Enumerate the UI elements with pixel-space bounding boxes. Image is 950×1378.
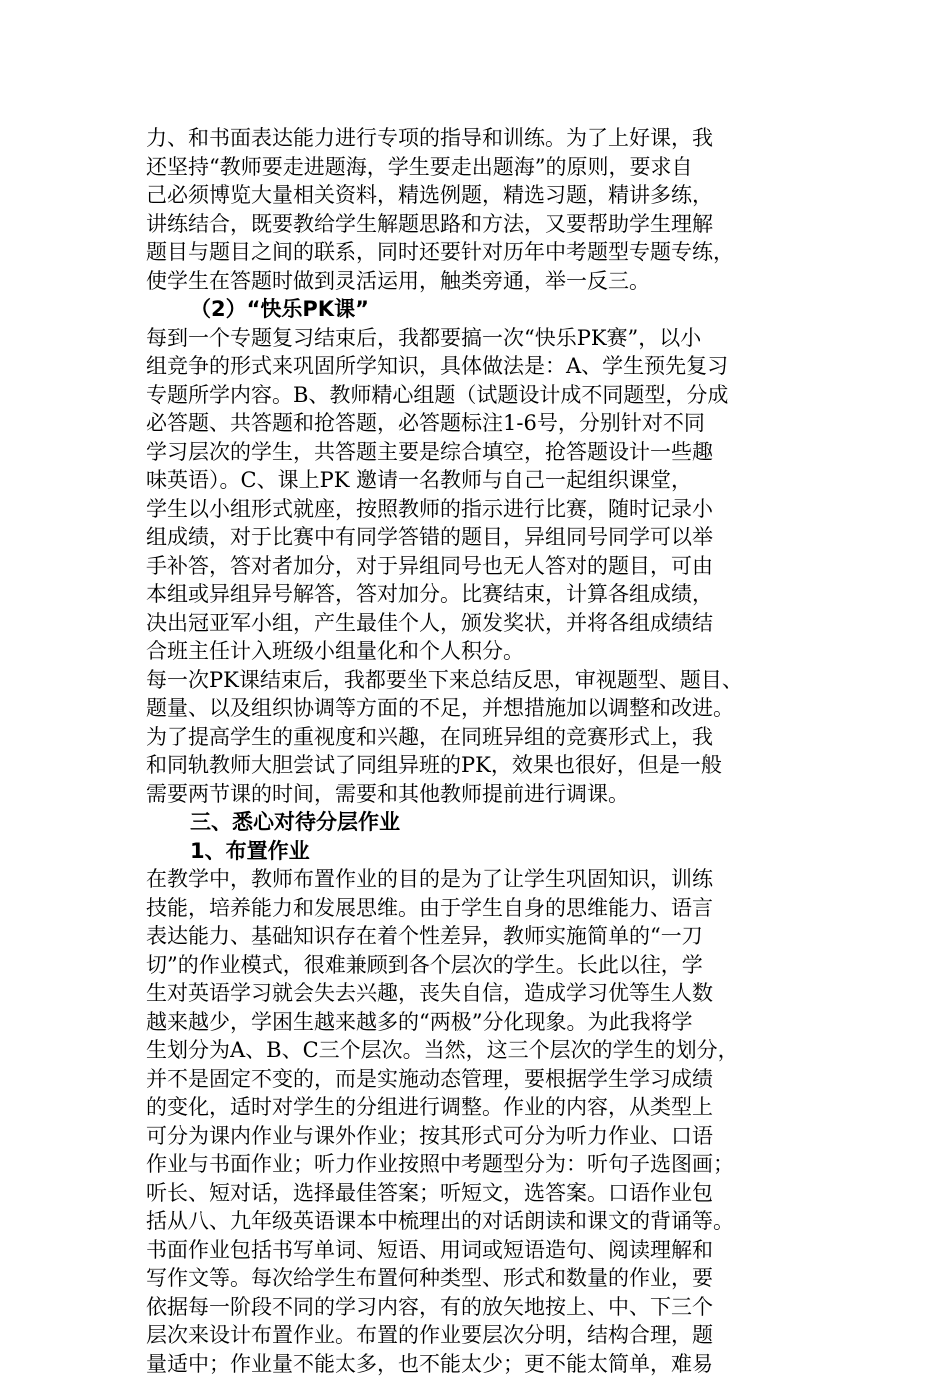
text-line: 括从八、九年级英语课本中梳理出的对话朗读和课文的背诵等。 — [146, 1207, 826, 1236]
subsection-heading-assign-homework: 1、布置作业 — [146, 837, 826, 866]
text-line: 还坚持“教师要走进题海，学生要走出题海”的原则，要求自 — [146, 153, 826, 182]
text-line: 需要两节课的时间，需要和其他教师提前进行调课。 — [146, 780, 826, 809]
text-line: 表达能力、基础知识存在着个性差异，教师实施简单的“一刀 — [146, 922, 826, 951]
text-line: 的变化，适时对学生的分组进行调整。作业的内容，从类型上 — [146, 1093, 826, 1122]
text-line: 讲练结合，既要教给学生解题思路和方法，又要帮助学生理解 — [146, 210, 826, 239]
text-line: 必答题、共答题和抢答题，必答题标注1-6号，分别针对不同 — [146, 409, 826, 438]
text-line: 写作文等。每次给学生布置何种类型、形式和数量的作业，要 — [146, 1264, 826, 1293]
text-line: 组成绩，对于比赛中有同学答错的题目，异组同号同学可以举 — [146, 523, 826, 552]
text-line: 组竞争的形式来巩固所学知识，具体做法是：A、学生预先复习 — [146, 352, 826, 381]
text-line: 听长、短对话，选择最佳答案；听短文，选答案。口语作业包 — [146, 1179, 826, 1208]
text-line: 和同轨教师大胆尝试了同组异班的PK，效果也很好，但是一般 — [146, 751, 826, 780]
text-line: 使学生在答题时做到灵活运用，触类旁通，举一反三。 — [146, 267, 826, 296]
text-line: 题量、以及组织协调等方面的不足，并想措施加以调整和改进。 — [146, 694, 826, 723]
section-heading-layered-homework: 三、悉心对待分层作业 — [146, 808, 826, 837]
text-line: 可分为课内作业与课外作业；按其形式可分为听力作业、口语 — [146, 1122, 826, 1151]
text-line: 学生以小组形式就座，按照教师的指示进行比赛，随时记录小 — [146, 495, 826, 524]
text-line: 本组或异组异号解答，答对加分。比赛结束，计算各组成绩， — [146, 580, 826, 609]
text-line: 为了提高学生的重视度和兴趣，在同班异组的竞赛形式上，我 — [146, 723, 826, 752]
section-heading-happy-pk: （2）“快乐PK课” — [146, 295, 826, 324]
text-line: 每到一个专题复习结束后，我都要搞一次“快乐PK赛”，以小 — [146, 324, 826, 353]
text-line: 生对英语学习就会失去兴趣，丧失自信，造成学习优等生人数 — [146, 979, 826, 1008]
text-line: 并不是固定不变的，而是实施动态管理，要根据学生学习成绩 — [146, 1065, 826, 1094]
text-line: 生划分为A、B、C三个层次。当然，这三个层次的学生的划分， — [146, 1036, 826, 1065]
text-line: 合班主任计入班级小组量化和个人积分。 — [146, 637, 826, 666]
text-line: 越来越少，学困生越来越多的“两极”分化现象。为此我将学 — [146, 1008, 826, 1037]
text-line: 作业与书面作业；听力作业按照中考题型分为：听句子选图画； — [146, 1150, 826, 1179]
text-line: 学习层次的学生，共答题主要是综合填空，抢答题设计一些趣 — [146, 438, 826, 467]
document-body — [146, 124, 826, 1378]
text-line: 专题所学内容。B、教师精心组题（试题设计成不同题型，分成 — [146, 381, 826, 410]
text-line: 手补答，答对者加分，对于异组同号也无人答对的题目，可由 — [146, 552, 826, 581]
text-line: 层次来设计布置作业。布置的作业要层次分明，结构合理，题 — [146, 1321, 826, 1350]
text-line: 量适中；作业量不能太多，也不能太少；更不能太简单，难易 — [146, 1350, 826, 1378]
text-line: 依据每一阶段不同的学习内容，有的放矢地按上、中、下三个 — [146, 1293, 826, 1322]
text-line: 题目与题目之间的联系，同时还要针对历年中考题型专题专练， — [146, 238, 826, 267]
text-line: 味英语）。C、课上PK 邀请一名教师与自己一起组织课堂， — [146, 466, 826, 495]
text-line: 切”的作业模式，很难兼顾到各个层次的学生。长此以往，学 — [146, 951, 826, 980]
text-line: 力、和书面表达能力进行专项的指导和训练。为了上好课，我 — [146, 124, 826, 153]
text-line: 决出冠亚军小组，产生最佳个人，颁发奖状，并将各组成绩结 — [146, 609, 826, 638]
text-line: 每一次PK课结束后，我都要坐下来总结反思，审视题型、题目、 — [146, 666, 826, 695]
text-line: 在教学中，教师布置作业的目的是为了让学生巩固知识，训练 — [146, 865, 826, 894]
text-line: 己必须博览大量相关资料，精选例题，精选习题，精讲多练， — [146, 181, 826, 210]
text-line: 书面作业包括书写单词、短语、用词或短语造句、阅读理解和 — [146, 1236, 826, 1265]
text-line: 技能，培养能力和发展思维。由于学生自身的思维能力、语言 — [146, 894, 826, 923]
